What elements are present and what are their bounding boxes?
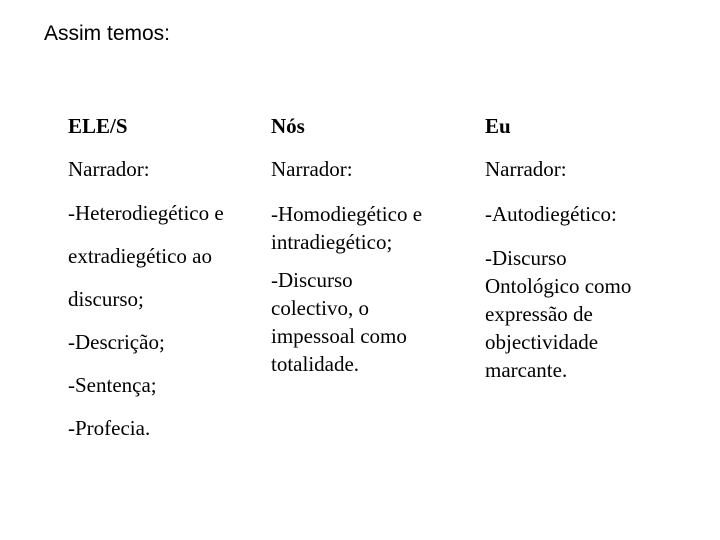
paragraph: -Discurso Ontológico como expressão de objectividade marcante. xyxy=(485,246,632,382)
text-line: extradiegético ao xyxy=(68,244,213,268)
text-line: -Profecia. xyxy=(68,416,151,440)
column-subheader: Narrador: xyxy=(485,157,567,181)
column-ele-s xyxy=(68,110,268,440)
column-header: ELE/S xyxy=(68,114,128,138)
slide-title: Assim temos: xyxy=(44,22,171,45)
column-header: Nós xyxy=(271,114,305,138)
paragraph: -Homodiegético e intradiegético; xyxy=(271,202,423,254)
column-header: Eu xyxy=(485,114,511,138)
column-body xyxy=(485,200,700,394)
paragraph: -Autodiegético: xyxy=(485,202,617,226)
column-subheader: Narrador: xyxy=(68,157,150,181)
column-nos xyxy=(271,110,471,376)
paragraph: -Discurso colectivo, o impessoal como totalidade. xyxy=(271,268,407,376)
column-body xyxy=(271,200,471,388)
text-line: -Heterodiegético e xyxy=(68,201,224,225)
text-line: discurso; xyxy=(68,287,144,311)
column-subheader: Narrador: xyxy=(271,157,353,181)
column-eu xyxy=(485,110,700,382)
text-line: -Sentença; xyxy=(68,373,157,397)
text-line: -Descrição; xyxy=(68,330,165,354)
